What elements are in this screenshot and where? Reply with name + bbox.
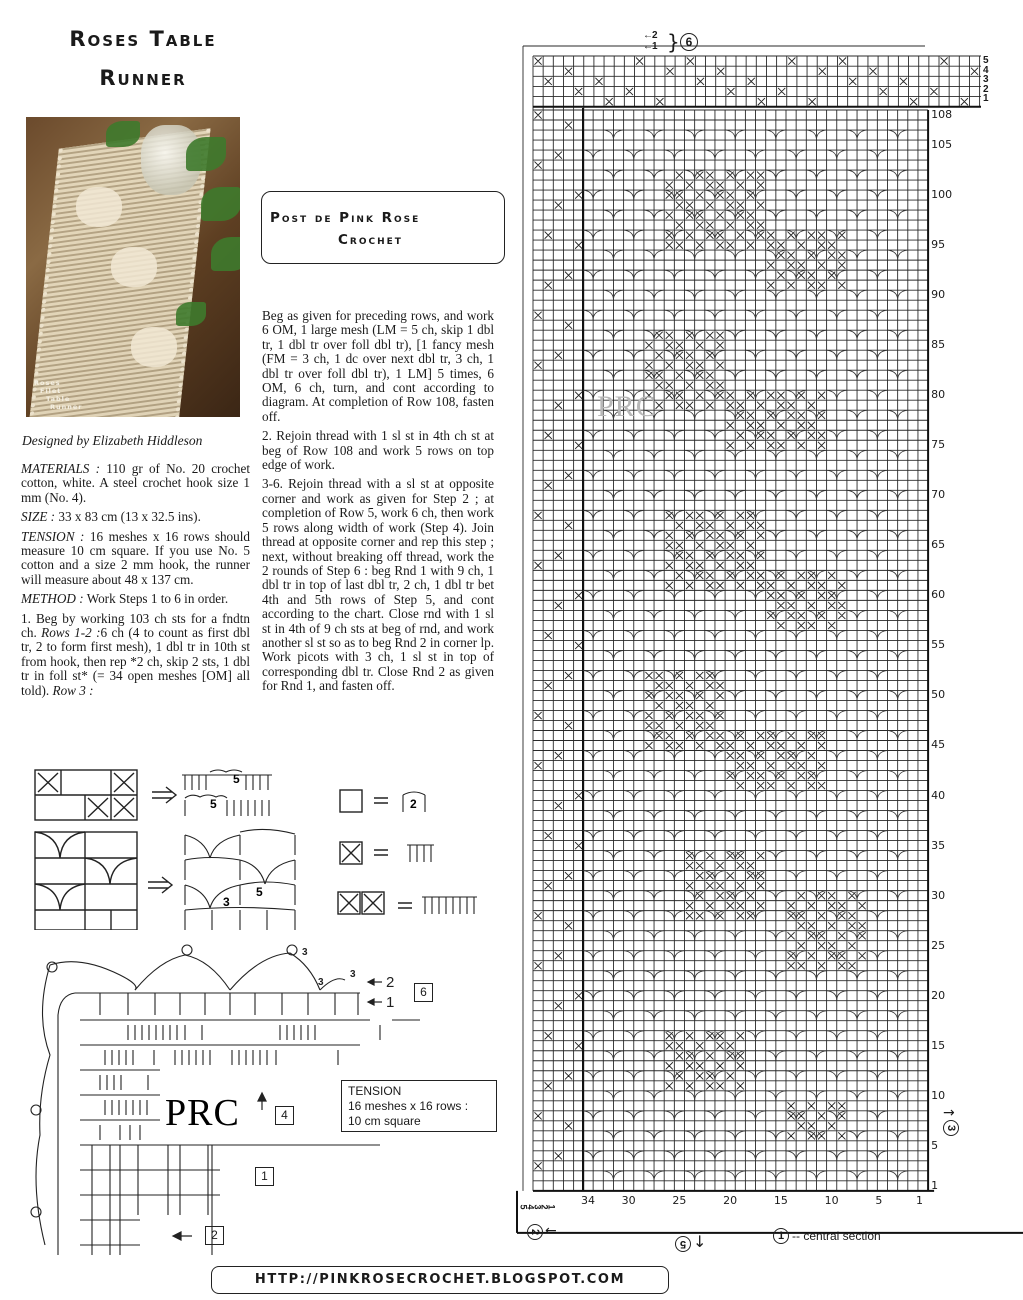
stitch-key-diagram	[20, 760, 500, 930]
round-2-label: 2	[652, 30, 658, 41]
tension-paragraph: TENSION : 16 meshes x 16 rows should measure 10 cm square. If you use No. 5 cotton and a size 2 mm hook, the runner will measure about 48 x 137 cm.	[21, 528, 250, 587]
fm-chain-a: 3	[223, 895, 230, 909]
row-label: 35	[931, 838, 946, 852]
step-6-marker: 6	[680, 33, 698, 51]
rose-motif	[111, 247, 157, 287]
row-label: 105	[931, 138, 953, 152]
column-label: 10	[824, 1193, 839, 1207]
row-label: 100	[931, 188, 953, 202]
picot-label-2: 3	[318, 977, 324, 988]
row-label: 85	[931, 338, 946, 352]
chart-grid	[505, 28, 1023, 1258]
column-label: 1	[915, 1193, 923, 1207]
post-credit-line-1: Post de Pink Rose	[270, 210, 421, 226]
row-label: 15	[931, 1038, 946, 1052]
column-label: 25	[672, 1193, 687, 1207]
prc-watermark: PRC	[165, 1092, 240, 1134]
row-label: 80	[931, 388, 946, 402]
brace-icon: }	[667, 30, 680, 54]
row-label: 1	[931, 1178, 939, 1192]
step-2-arrow-icon: ←	[545, 1223, 557, 1239]
top-border-row-labels: 5 4 3 2 1	[983, 55, 989, 104]
row-label: 60	[931, 588, 946, 602]
row-label: 55	[931, 638, 946, 652]
step-5-arrow-icon: ↓	[693, 1232, 707, 1251]
row-label: 108	[931, 108, 953, 121]
materials-paragraph: MATERIALS : 110 gr of No. 20 crochet cotton, white. A steel crochet hook size 1 mm (No. 4).	[21, 461, 251, 505]
round-label-1: 1	[386, 994, 395, 1011]
runner-photo	[26, 117, 240, 417]
post-credit-line-2: Crochet	[338, 232, 403, 248]
photo-caption: Roses Filet Table Runner	[34, 379, 83, 411]
central-section-label: -- central section	[792, 1229, 881, 1243]
tension-box	[341, 1080, 497, 1132]
rose-motif	[76, 187, 122, 227]
round-1-label: 1	[652, 41, 658, 52]
method-paragraph: METHOD : Work Steps 1 to 6 in order.	[21, 591, 229, 607]
step-box-6: 6	[414, 983, 433, 1002]
lm-chain-count: 5	[233, 772, 240, 786]
step-2-marker: 2	[527, 1224, 543, 1240]
picot-label-3: 3	[350, 969, 356, 980]
ivy-leaf	[106, 121, 140, 147]
blog-url-box[interactable]	[211, 1266, 669, 1294]
column-label: 34	[581, 1193, 595, 1207]
step-3-marker: 3	[943, 1120, 959, 1136]
blog-url-link[interactable]: HTTP://PINKROSECROCHET.BLOGSPOT.COM	[254, 1272, 626, 1287]
main-filet-chart	[505, 28, 1023, 1258]
size-paragraph: SIZE : 33 x 83 cm (13 x 32.5 ins).	[21, 509, 201, 525]
row-label: 20	[931, 988, 946, 1002]
step-box-4: 4	[275, 1106, 294, 1125]
step-1-marker: 1	[773, 1228, 789, 1244]
row-label: 45	[931, 738, 946, 752]
om-chain-count: 2	[410, 797, 417, 811]
row-label: 5	[931, 1138, 939, 1152]
post-credit-box	[261, 191, 505, 264]
steps3-6-paragraph: 3-6. Rejoin thread with a sl st at opposite corner and work as given for Step 2 ; at completion of Row 5, work 6 ch, then work 5 rows along width of work (Step 4). Join thread at opposite corner and rep this step ; next, without breaking off thread, work the 2 rounds of Step 6 : beg Rnd 1 with 9 ch, 1 dbl tr in top of last dbl tr, 2 ch, 1 dbl tr bet 4th and 5th rows of Step 5, and cont according to the chart. Close rnd with 1 sl st in 4th of 9 ch sts at beg of rnd, and work another sl st so as to beg Rnd 2 in corner lp. Work picots with 3 ch, 1 sl st in top of corresponding dbl tr. Close Rnd 2 as given for Rnd 1, and fasten off.	[262, 476, 494, 694]
instructions-left-column	[21, 462, 250, 703]
title-line-2: Runner	[99, 66, 187, 90]
step-3-arrow-icon: →	[943, 1105, 955, 1121]
row3-paragraph: Beg as given for preceding rows, and work 6 OM, 1 large mesh (LM = 5 ch, skip 1 dbl tr, 1 dbl tr over foll dbl tr), [1 fancy mesh (FM = 3 ch, 1 dc over next dbl tr, 3 ch, 1 dbl tr over foll dbl tr), 1 LM] 5 times, 6 OM, 6 ch, turn, and cont according to diagram. At completion of Row 108, fasten off.	[262, 308, 494, 424]
row-label: 75	[931, 438, 946, 452]
bottom-border-labels: 5 4 3 2 1	[518, 1204, 557, 1210]
row-label: 95	[931, 238, 946, 252]
page-title	[28, 20, 258, 98]
column-label: 30	[621, 1193, 636, 1207]
step1-paragraph: 1. Beg by working 103 ch sts for a fndtn ch. Rows 1-2 :6 ch (4 to count as first dbl tr, 2 to form first mesh), 1 dbl tr in 10th st from hook, then rep *2 ch, skip 2 sts, 1 dbl tr in foll st* (= 34 open meshes [OM] all told). Row 3 :	[21, 610, 250, 698]
fm-chain-b: 5	[256, 885, 263, 899]
ivy-leaf	[176, 302, 206, 326]
row-label: 30	[931, 888, 946, 902]
picot-label-1: 3	[302, 947, 308, 958]
lm-chain-count-2: 5	[210, 797, 217, 811]
step-box-2: 2	[205, 1226, 224, 1245]
row-label: 25	[931, 938, 946, 952]
tension-title: TENSION	[348, 1084, 402, 1098]
ivy-leaf	[186, 137, 226, 171]
row-label: 65	[931, 538, 946, 552]
round-1-arrow: ←	[643, 41, 653, 52]
row-label: 90	[931, 288, 946, 302]
tension-line-2: 10 cm square	[348, 1114, 421, 1128]
row-label: 40	[931, 788, 946, 802]
row-label: 10	[931, 1088, 946, 1102]
column-label: 5	[875, 1193, 883, 1207]
step-5-marker: 5	[675, 1236, 691, 1252]
designer-credit: Designed by Elizabeth Hiddleson	[22, 433, 203, 448]
step-box-1: 1	[255, 1167, 274, 1186]
title-line-1: Roses Table	[69, 27, 217, 51]
column-label: 15	[773, 1193, 788, 1207]
column-label: 20	[723, 1193, 738, 1207]
ivy-leaf	[201, 187, 240, 221]
tension-line-1: 16 meshes x 16 rows :	[348, 1099, 469, 1113]
round-2-arrow: ←	[643, 30, 653, 41]
round-label-2: 2	[386, 974, 395, 991]
prc-watermark: PRC	[597, 390, 657, 423]
step2-paragraph: 2. Rejoin thread with 1 sl st in 4th ch st at beg of Row 108 and work 5 rows on top edge of work.	[262, 428, 494, 473]
ivy-leaf	[211, 237, 240, 271]
rose-motif	[131, 327, 177, 367]
instructions-right-column	[262, 309, 494, 699]
row-label: 70	[931, 488, 946, 502]
row-label: 50	[931, 688, 946, 702]
